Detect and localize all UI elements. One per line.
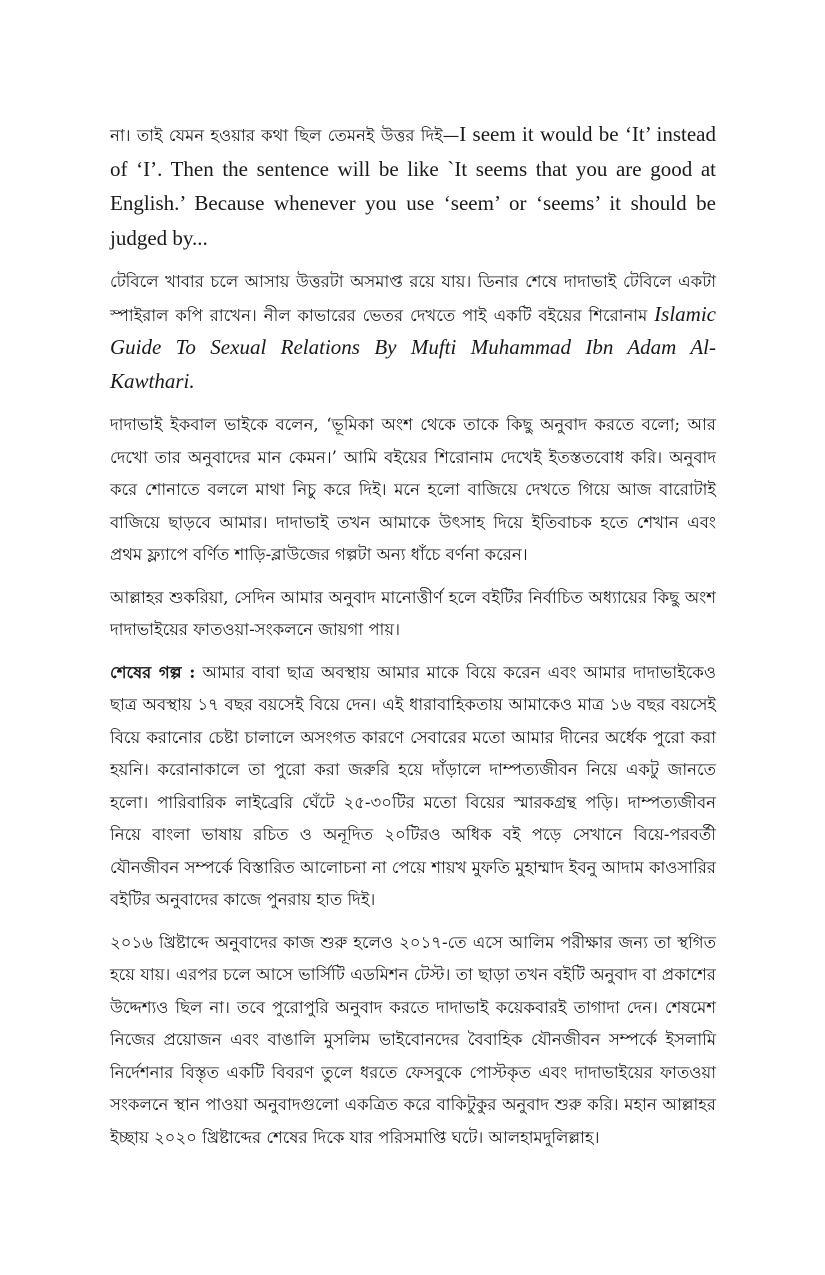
book-page (110, 118, 716, 1164)
section-heading-sesher-golpo: শেষের গল্প : (110, 662, 196, 682)
paragraph-1-bengali: না। তাই যেমন হওয়ার কথা ছিল তেমনই উত্তর দিই— (110, 126, 460, 145)
paragraph-1 (110, 118, 716, 256)
paragraph-3: দাদাভাই ইকবাল ভাইকে বলেন, ‘ভূমিকা অংশ থেকে তাকে কিছু অনুবাদ করতে বলো; আর দেখো তার অনুবাদের মান কেমন।’ আমি বইয়ের শিরোনাম দেখেই ইতস্ততবোধ করি। অনুবাদ করে শোনাতে বললে মাথা নিচু করে দিই। মনে হলো বাজিয়ে দেখতে গিয়ে আজ বারোটাই বাজিয়ে ছাড়বে আমার। দাদাভাই তখন আমাকে উৎসাহ দিয়ে ইতিবাচক হতে শেখান এবং প্রথম ফ্ল্যাপে বর্ণিত শাড়ি-ব্লাউজের গল্পটা অন্য ধাঁচে বর্ণনা করেন। (110, 415, 716, 564)
paragraph-4: আল্লাহর শুকরিয়া, সেদিন আমার অনুবাদ মানোত্তীর্ণ হলে বইটির নির্বাচিত অধ্যায়ের কিছু অংশ দাদাভাইয়ের ফাতওয়া-সংকলনে জায়গা পায়। (110, 587, 716, 639)
paragraph-6: ২০১৬ খ্রিষ্টাব্দে অনুবাদের কাজ শুরু হলেও ২০১৭-তে এসে আলিম পরীক্ষার জন্য তা স্থগিত হয়ে যায়। এরপর চলে আসে ভার্সিটি এডমিশন টেস্ট। তা ছাড়া তখন বইটি অনুবাদ বা প্রকাশের উদ্দেশ্যও ছিল না। তবে পুরোপুরি অনুবাদ করতে দাদাভাই কয়েকবারই তাগাদা দেন। শেষমেশ নিজের প্রয়োজন এবং বাঙালি মুসলিম ভাইবোনদের বৈবাহিক যৌনজীবন সম্পর্কে ইসলামি নির্দেশনার বিস্তৃত একটি বিবরণ তুলে ধরতে ফেসবুকে পোস্টকৃত এবং দাদাভাইয়ের ফাতওয়া সংকলনে স্থান পাওয়া অনুবাদগুলো একত্রিত করে বাকিটুকুর অনুবাদ শুরু করি। মহান আল্লাহর ইচ্ছায় ২০২০ খ্রিষ্টাব্দের শেষের দিকে যার পরিসমাপ্তি ঘটে। আলহামদুলিল্লাহ। (110, 932, 716, 1147)
paragraph-2 (110, 266, 716, 399)
paragraph-5 (110, 657, 716, 917)
paragraph-1-english: I seem it would be ‘It’ instead of ‘I’. Then the sentence will be like `It seems that you are good at English.’ Because whenever you use ‘seem’ or ‘seems’ it should be judged by... (110, 122, 716, 250)
paragraph-2-bengali: টেবিলে খাবার চলে আসায় উত্তরটা অসমাপ্ত রয়ে যায়। ডিনার শেষে দাদাভাই টেবিলে একটা স্পাইরাল কপি রাখেন। নীল কাভারের ভেতর দেখতে পাই একটি বইয়ের শিরোনাম (110, 272, 716, 325)
book-title-italic: Islamic Guide To Sexual Relations By Mufti Muhammad Ibn Adam Al-Kawthari. (110, 301, 716, 393)
paragraph-5-body: আমার বাবা ছাত্র অবস্থায় আমার মাকে বিয়ে করেন এবং আমার দাদাভাইকেও ছাত্র অবস্থায় ১৭ বছর বয়সেই বিয়ে দেন। এই ধারাবাহিকতায় আমাকেও মাত্র ১৬ বছর বয়সেই বিয়ে করানোর চেষ্টা চালালে অসংগত কারণে সেবারের মতো আমার দীনের অর্ধেক পুরো করা হয়নি। করোনাকালে তা পুরো করা জরুরি হয়ে দাঁড়ালে দাম্পত্যজীবন নিয়ে একটু জানতে হলো। পারিবারিক লাইব্রেরি ঘেঁটে ২৫-৩০টির মতো বিয়ের স্মারকগ্রন্থ পড়ি। দাম্পত্যজীবন নিয়ে বাংলা ভাষায় রচিত ও অনূদিত ২০টিরও অধিক বই পড়ে সেখানে বিয়ে-পরবর্তী যৌনজীবন সম্পর্কে বিস্তারিত আলোচনা না পেয়ে শায়খ মুফতি মুহাম্মাদ ইবনু আদাম কাওসারির বইটির অনুবাদের কাজে পুনরায় হাত দিই। (110, 662, 716, 909)
